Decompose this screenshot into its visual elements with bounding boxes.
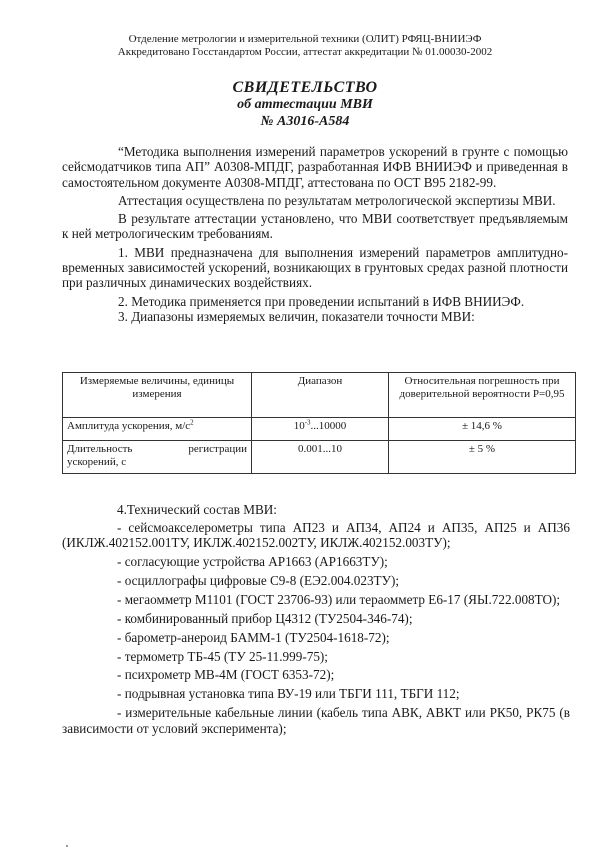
table-row xyxy=(63,418,576,441)
list-item: - измерительные кабельные линии (кабель типа АВК, АВКТ или РК50, РК75 (в зависимости от условий эксперимента); xyxy=(62,705,570,736)
list-item: - барометр-анероид БАММ-1 (ТУ2504-1618-72); xyxy=(117,629,390,645)
table-header-range: Диапазон xyxy=(252,373,389,418)
table-cell-quantity: Длительность регистрации ускорений, с xyxy=(63,441,252,474)
accuracy-table xyxy=(62,372,576,474)
list-item: - осциллографы цифровые С9-8 (ЕЭ2.004.023ТУ); xyxy=(117,572,399,588)
header-organization: Отделение метрологии и измерительной техники (ОЛИТ) РФЯЦ-ВНИИЭФ xyxy=(128,33,482,45)
list-item: - сейсмоакселерометры типа АП23 и АП34, АП24 и АП35, АП25 и АП36 (ИКЛЖ.402152.001ТУ, ИКЛЖ.402152.002ТУ, ИКЛЖ.402152.003ТУ); xyxy=(62,519,570,551)
table-header-row xyxy=(63,373,576,418)
body-paragraphs xyxy=(62,144,568,327)
list-item: - согласующие устройства АР1663 (АР1663ТУ); xyxy=(117,554,388,570)
list-item: - комбинированный прибор Ц4312 (ТУ2504-346-74); xyxy=(117,610,413,626)
table-cell-range: $10^{-3}...10000$ xyxy=(252,418,389,441)
paragraph-method: “Методика выполнения измерений параметров ускорений в грунте с помощью сейсмодатчиков типа АП” А0308-МПДГ, разработанная ИФВ ВНИИЭФ и приведенная в самостоятельном документе А0308-МПДГ, аттестована по ОСТ В95 2182-99. xyxy=(62,144,568,190)
composition-list xyxy=(62,502,570,740)
table-cell-error: ± 5 % xyxy=(389,441,576,474)
table-cell-range: 0.001...10 xyxy=(252,441,389,474)
header-accreditation: Аккредитовано Госстандартом России, аттестат аккредитации № 01.00030-2002 xyxy=(117,46,493,58)
paragraph-result: В результате аттестации установлено, что МВИ соответствует предъявляемым к ней метрологическим требованиям. xyxy=(62,211,568,242)
list-item: - психрометр МВ-4М (ГОСТ 6353-72); xyxy=(117,667,335,683)
paragraph-purpose: 1. МВИ предназначена для выполнения измерений параметров амплитудно-временных зависимостей ускорений, возникающих в грунтовых средах разной плотности при различных динамических воздействиях. xyxy=(62,244,568,291)
document-subtitle: об аттестации МВИ xyxy=(237,97,373,112)
table-cell-quantity: Амплитуда ускорения, $м/с^2$ xyxy=(63,418,252,441)
document-title: СВИДЕТЕЛЬСТВО xyxy=(232,79,378,96)
table-row xyxy=(63,441,576,474)
list-item: - подрывная установка типа ВУ-19 или ТБГИ 111, ТБГИ 112; xyxy=(117,686,460,702)
document-number: № А3016-А584 xyxy=(260,114,350,129)
table-header-quantity: Измеряемые величины, единицы измерения xyxy=(63,373,252,418)
composition-title: 4.Технический состав МВИ: xyxy=(117,502,277,517)
paragraph-attestation: Аттестация осуществлена по результатам метрологической экспертизы МВИ. xyxy=(118,192,556,208)
paragraph-application: 2. Методика применяется при проведении испытаний в ИФВ ВНИИЭФ. xyxy=(118,293,525,309)
scan-speck xyxy=(66,845,68,847)
list-item: - мегаомметр М1101 (ГОСТ 23706-93) или тераомметр Е6-17 (ЯЫ.722.008ТО); xyxy=(117,591,561,607)
table-cell-error: ± 14,6 % xyxy=(389,418,576,441)
paragraph-ranges: 3. Диапазоны измеряемых величин, показатели точности МВИ: xyxy=(118,308,475,324)
list-item: - термометр ТБ-45 (ТУ 25-11.999-75); xyxy=(117,648,328,664)
table-header-error: Относительная погрешность при доверительной вероятности Р=0,95 xyxy=(389,373,576,418)
